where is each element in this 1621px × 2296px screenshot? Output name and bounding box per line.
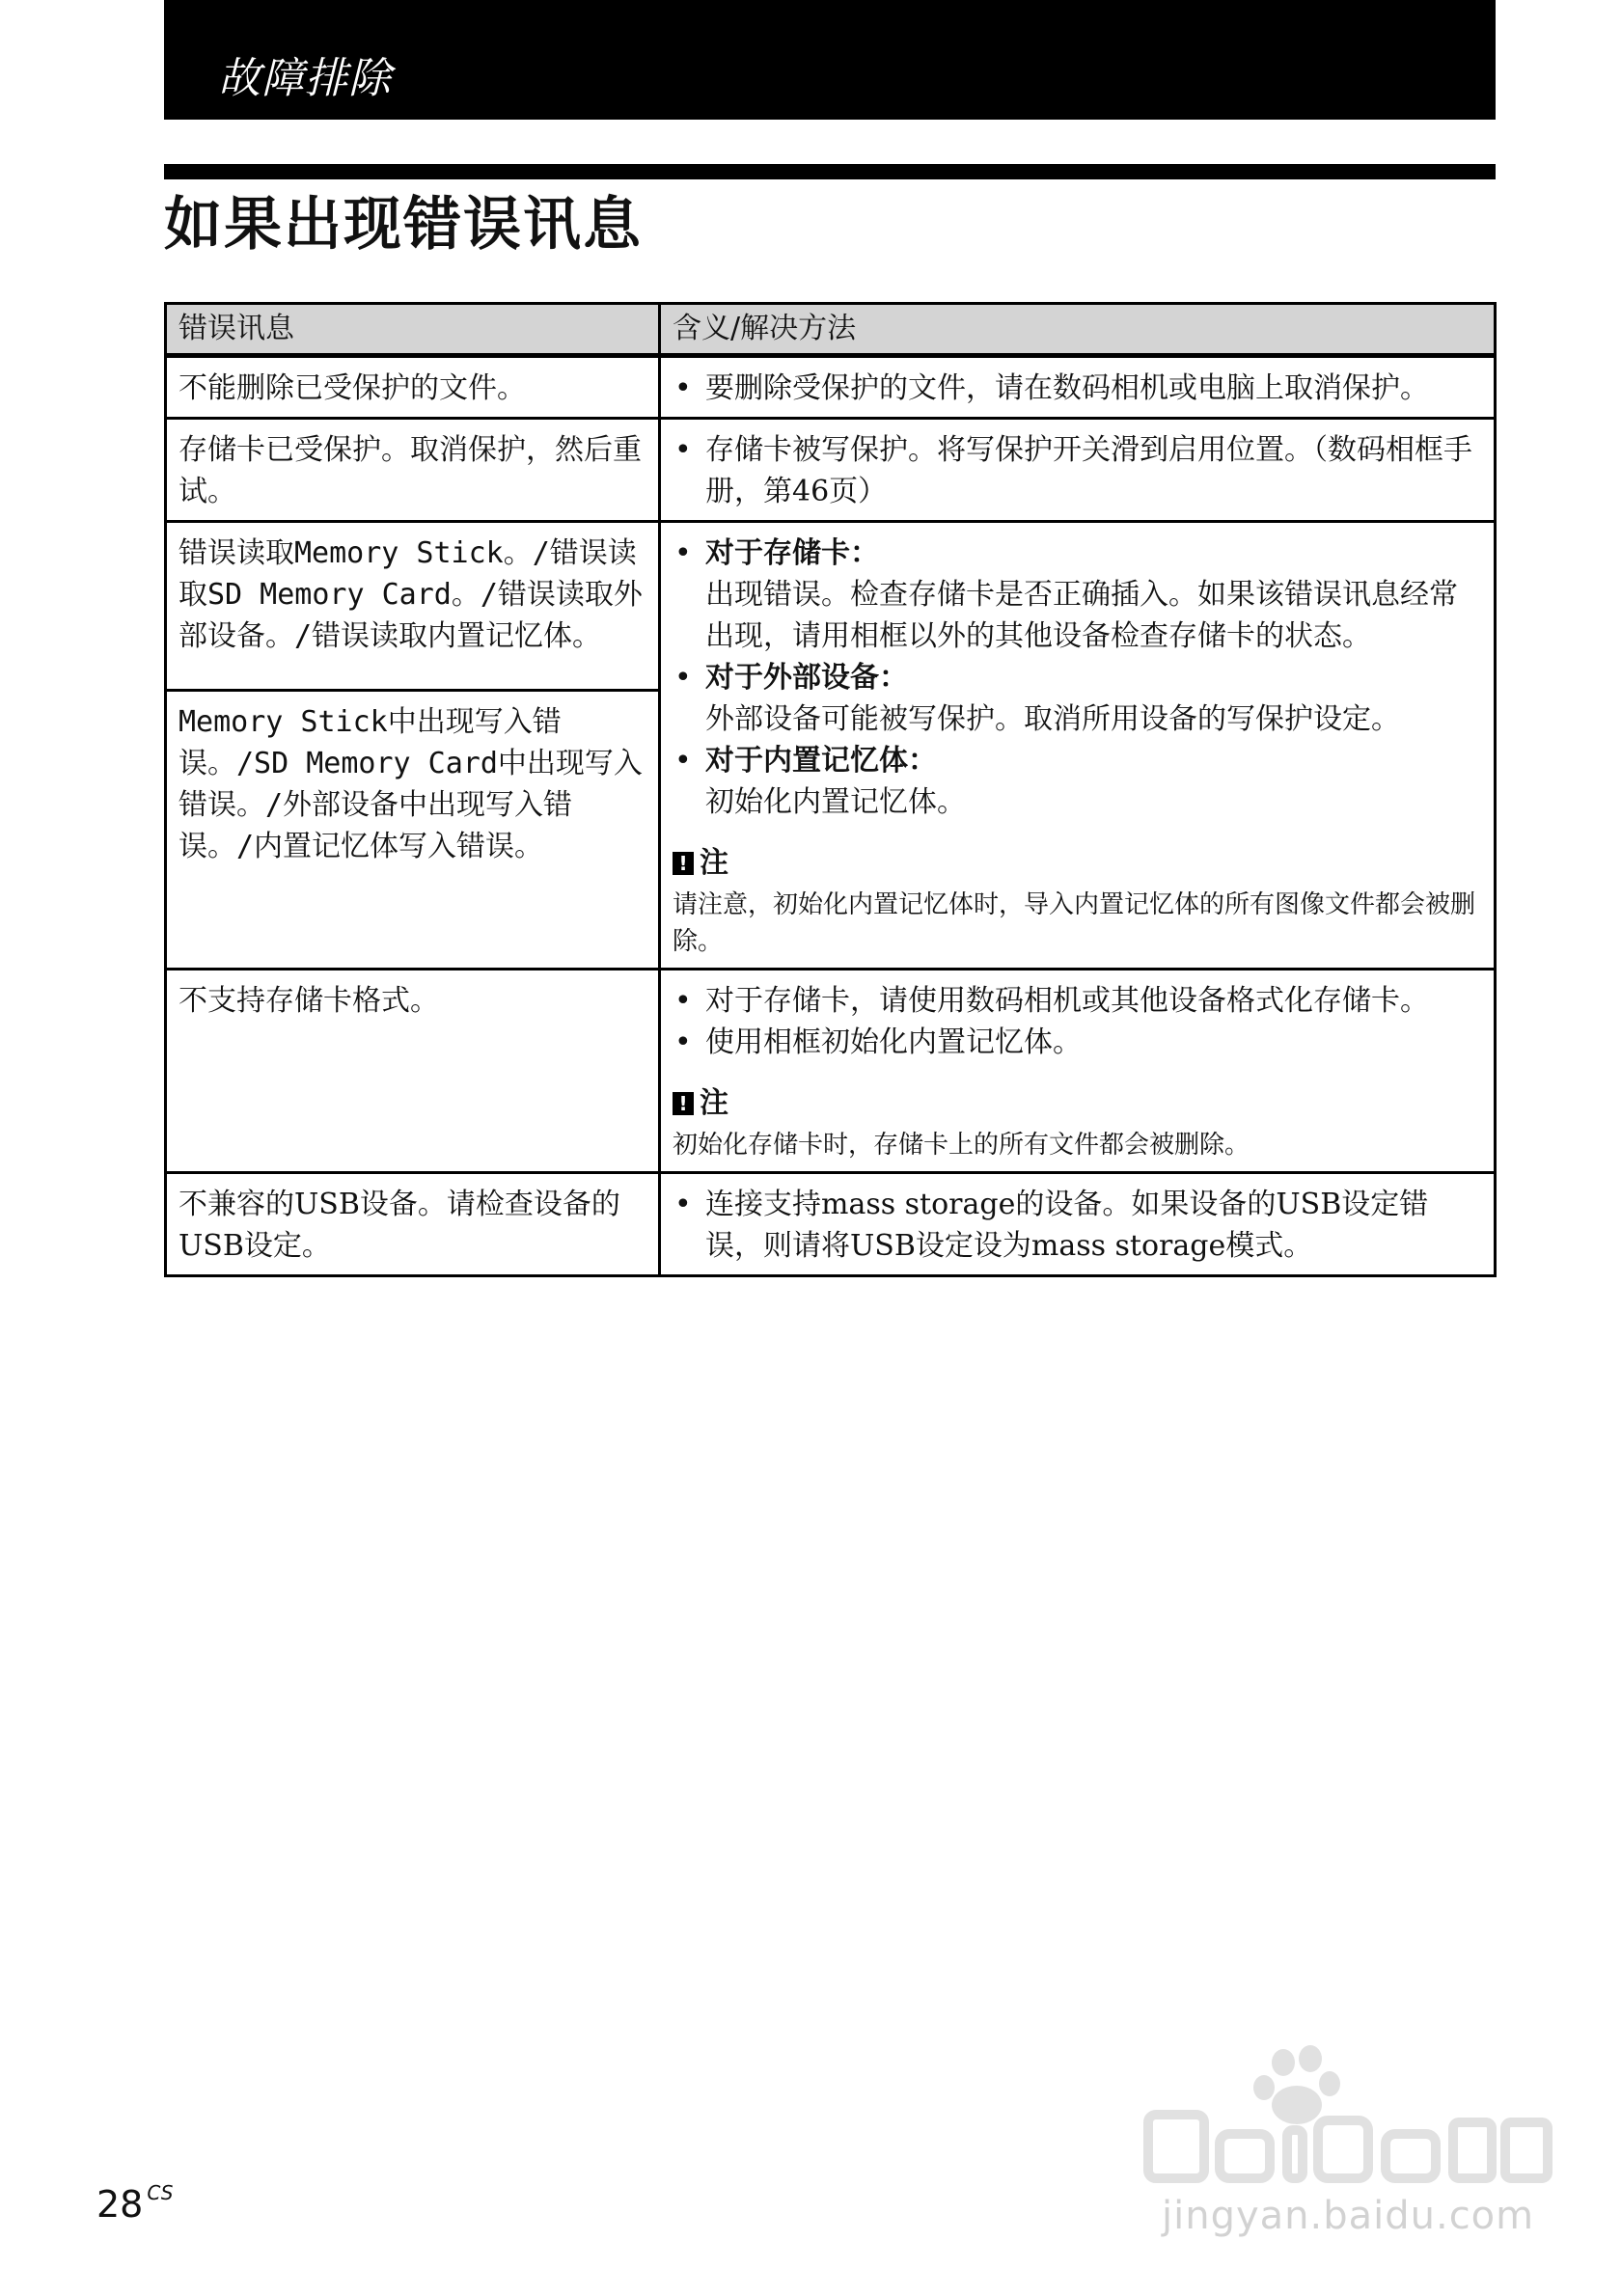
solution-text: 外部设备可能被写保护。取消所用设备的写保护设定。 [705, 702, 1400, 736]
solution-list [673, 533, 1482, 823]
error-message-cell: 错误读取Memory Stick。/错误读取SD Memory Card。/错误读取外部设备。/错误读取内置记忆体。 [166, 522, 660, 691]
table-header-row [166, 304, 1496, 356]
solution-item [673, 740, 1482, 823]
page-title: 如果出现错误讯息 [164, 191, 643, 259]
caution-icon: ! [673, 852, 694, 875]
table-row [166, 522, 1496, 691]
page-number [96, 2169, 173, 2228]
note-text: 请注意，初始化内置记忆体时，导入内置记忆体的所有图像文件都会被删除。 [673, 890, 1476, 956]
section-header-bar [164, 0, 1496, 120]
solution-cell [660, 1173, 1496, 1276]
baidu-paw-logo-icon [1139, 2045, 1563, 2190]
watermark-text: jingyan.baidu.com [1162, 2194, 1535, 2238]
solution-item: • 存储卡被写保护。将写保护开关滑到启用位置。（数码相框手册，第46页） [673, 429, 1482, 512]
solution-item [673, 657, 1482, 740]
error-message-cell: 不能删除已受保护的文件。 [166, 356, 660, 419]
solution-item: • 连接支持mass storage的设备。如果设备的USB设定错误，则请将USB设定设为mass storage模式。 [673, 1184, 1482, 1267]
solution-item: • 对于存储卡，请使用数码相机或其他设备格式化存储卡。 [673, 980, 1482, 1022]
caution-icon: ! [673, 1092, 694, 1115]
note-label: 注 [700, 1086, 728, 1120]
baidu-watermark [1139, 2045, 1563, 2248]
note-text: 初始化存储卡时，存储卡上的所有文件都会被删除。 [673, 1131, 1250, 1160]
solution-cell [660, 356, 1496, 419]
solution-text: 出现错误。检查存储卡是否正确插入。如果该错误讯息经常出现，请用相框以外的其他设备检查存储卡的状态。 [705, 578, 1458, 653]
solution-heading: • 对于存储卡： [705, 536, 879, 570]
note-heading [673, 844, 1482, 883]
column-header-message: 错误讯息 [166, 304, 660, 356]
table-row [166, 970, 1496, 1173]
title-rule [164, 164, 1496, 179]
solution-cell [660, 970, 1496, 1173]
table-row [166, 1173, 1496, 1276]
solution-list [673, 1184, 1482, 1267]
solution-heading: • 对于内置记忆体： [705, 744, 937, 778]
note-heading [673, 1084, 1482, 1123]
table-row [166, 356, 1496, 419]
error-message-cell: 不兼容的USB设备。请检查设备的USB设定。 [166, 1173, 660, 1276]
solution-cell [660, 419, 1496, 522]
note-label: 注 [700, 846, 728, 880]
table-row [166, 419, 1496, 522]
language-code: CS [147, 2181, 174, 2204]
column-header-solution: 含义/解决方法 [660, 304, 1496, 356]
solution-cell [660, 522, 1496, 970]
error-message-cell: 存储卡已受保护。取消保护，然后重试。 [166, 419, 660, 522]
solution-list [673, 429, 1482, 512]
solution-list [673, 368, 1482, 409]
page-number-value: 28 [96, 2183, 144, 2226]
solution-list [673, 980, 1482, 1063]
solution-text: 初始化内置记忆体。 [705, 785, 966, 819]
solution-item [673, 533, 1482, 657]
error-message-cell: 不支持存储卡格式。 [166, 970, 660, 1173]
solution-heading: • 对于外部设备： [705, 661, 908, 695]
solution-item: • 要删除受保护的文件，请在数码相机或电脑上取消保护。 [673, 368, 1482, 409]
error-message-table [164, 302, 1497, 1277]
solution-item: • 使用相框初始化内置记忆体。 [673, 1022, 1482, 1063]
error-message-cell: Memory Stick中出现写入错误。/SD Memory Card中出现写入错误。/外部设备中出现写入错误。/内置记忆体写入错误。 [166, 691, 660, 970]
section-label: 故障排除 [218, 54, 392, 103]
